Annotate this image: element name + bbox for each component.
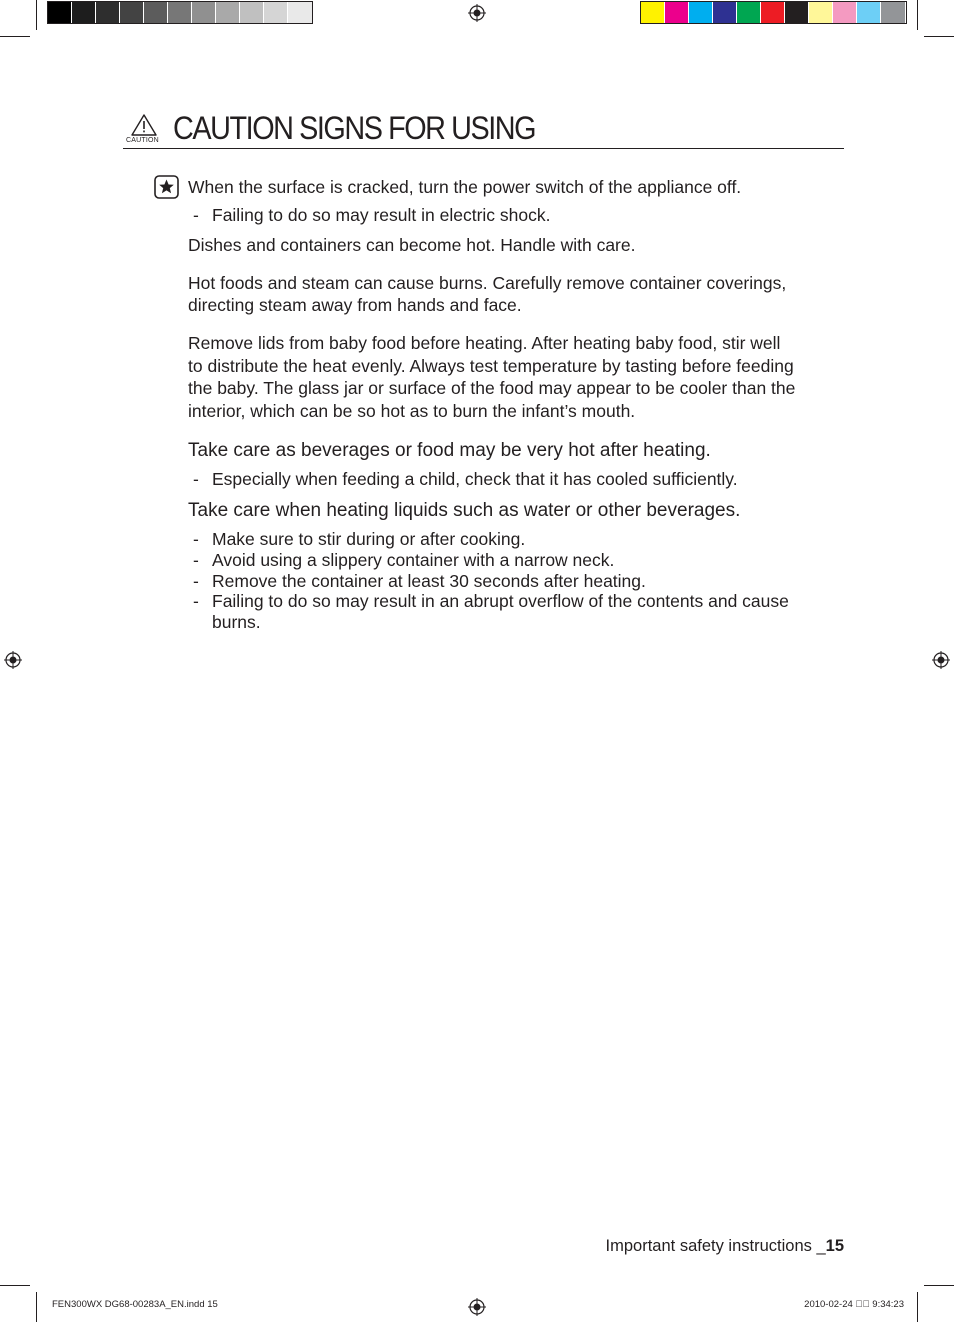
gray-swatch [192, 2, 216, 23]
paragraph-heating-liquids: Take care when heating liquids such as water or other beverages. [188, 500, 741, 521]
gray-swatch [96, 2, 120, 23]
color-swatch-gray [881, 2, 905, 23]
color-swatch-blue [713, 2, 737, 23]
paragraph-hot-dishes: Dishes and containers can become hot. Handle with care. [188, 235, 636, 255]
page-title: CAUTION SIGNS FOR USING [173, 110, 536, 146]
color-swatch-yellow [641, 2, 665, 23]
gray-swatch [72, 2, 96, 23]
paragraph-cracked-surface: When the surface is cracked, turn the power switch of the appliance off. [188, 177, 742, 197]
color-swatch-pink [833, 2, 857, 23]
gray-swatch [264, 2, 288, 23]
gray-swatch [48, 2, 72, 23]
registration-mark-icon [932, 651, 950, 669]
paragraph-steam-line-2: directing steam away from hands and face. [188, 295, 522, 315]
gray-swatch [240, 2, 264, 23]
caution-icon-label: CAUTION [126, 137, 159, 144]
crop-mark [36, 1292, 37, 1322]
bullet-dash: - [193, 205, 199, 225]
crop-mark [917, 0, 918, 30]
bullet-text: Make sure to stir during or after cooking. [212, 529, 526, 549]
footer-section-text: Important safety instructions _ [605, 1237, 826, 1255]
color-swatch-magenta [665, 2, 689, 23]
registration-mark-icon [4, 651, 22, 669]
paragraph-baby-food-line-1: Remove lids from baby food before heating. After heating baby food, stir well [188, 333, 781, 353]
gray-swatch [288, 2, 312, 23]
page-number: 15 [825, 1237, 844, 1255]
bullet-dash: - [193, 591, 199, 611]
color-swatch-light-yellow [809, 2, 833, 23]
registration-mark-icon [468, 1298, 486, 1316]
bullet-dash: - [193, 469, 199, 489]
gray-swatch [144, 2, 168, 23]
bullet-text: Failing to do so may result in an abrupt overflow of the contents and cause [212, 591, 789, 611]
bullet-text: Failing to do so may result in electric shock. [212, 205, 551, 225]
paragraph-baby-food-line-4: interior, which can be so hot as to burn the infant’s mouth. [188, 401, 636, 421]
bullet-dash: - [193, 571, 199, 591]
process-color-bar [640, 1, 907, 24]
crop-mark [917, 1292, 918, 1322]
bullet-text: Avoid using a slippery container with a narrow neck. [212, 550, 615, 570]
slug-datetime: 2010-02-24 ￿￿ 9:34:23 [804, 1299, 904, 1310]
page-footer [606, 1237, 844, 1256]
bullet-text: Especially when feeding a child, check that it has cooled sufficiently. [212, 469, 738, 489]
gray-swatch [168, 2, 192, 23]
bullet-text: burns. [212, 612, 261, 632]
color-swatch-cyan [689, 2, 713, 23]
slug-filename: FEN300WX DG68-00283A_EN.indd 15 [52, 1299, 218, 1310]
bullet-dash: - [193, 550, 199, 570]
grayscale-color-bar [47, 1, 313, 24]
color-swatch-red [761, 2, 785, 23]
paragraph-baby-food-line-3: the baby. The glass jar or surface of the food may appear to be cooler than the [188, 378, 796, 398]
color-swatch-green [737, 2, 761, 23]
crop-mark [0, 36, 30, 37]
bullet-text: Remove the container at least 30 seconds after heating. [212, 571, 646, 591]
crop-mark [924, 1285, 954, 1286]
star-important-icon [154, 175, 179, 199]
paragraph-hot-beverages: Take care as beverages or food may be very hot after heating. [188, 440, 711, 461]
crop-mark [924, 36, 954, 37]
paragraph-steam-line-1: Hot foods and steam can cause burns. Carefully remove container coverings, [188, 273, 787, 293]
title-rule [123, 148, 844, 149]
gray-swatch [216, 2, 240, 23]
color-swatch-light-cyan [857, 2, 881, 23]
crop-mark [36, 0, 37, 30]
crop-mark [0, 1285, 30, 1286]
bullet-dash: - [193, 529, 199, 549]
paragraph-baby-food-line-2: to distribute the heat evenly. Always test temperature by tasting before feeding [188, 356, 794, 376]
registration-mark-icon [468, 4, 486, 22]
caution-warning-icon [130, 113, 158, 137]
color-swatch-black [785, 2, 809, 23]
gray-swatch [120, 2, 144, 23]
